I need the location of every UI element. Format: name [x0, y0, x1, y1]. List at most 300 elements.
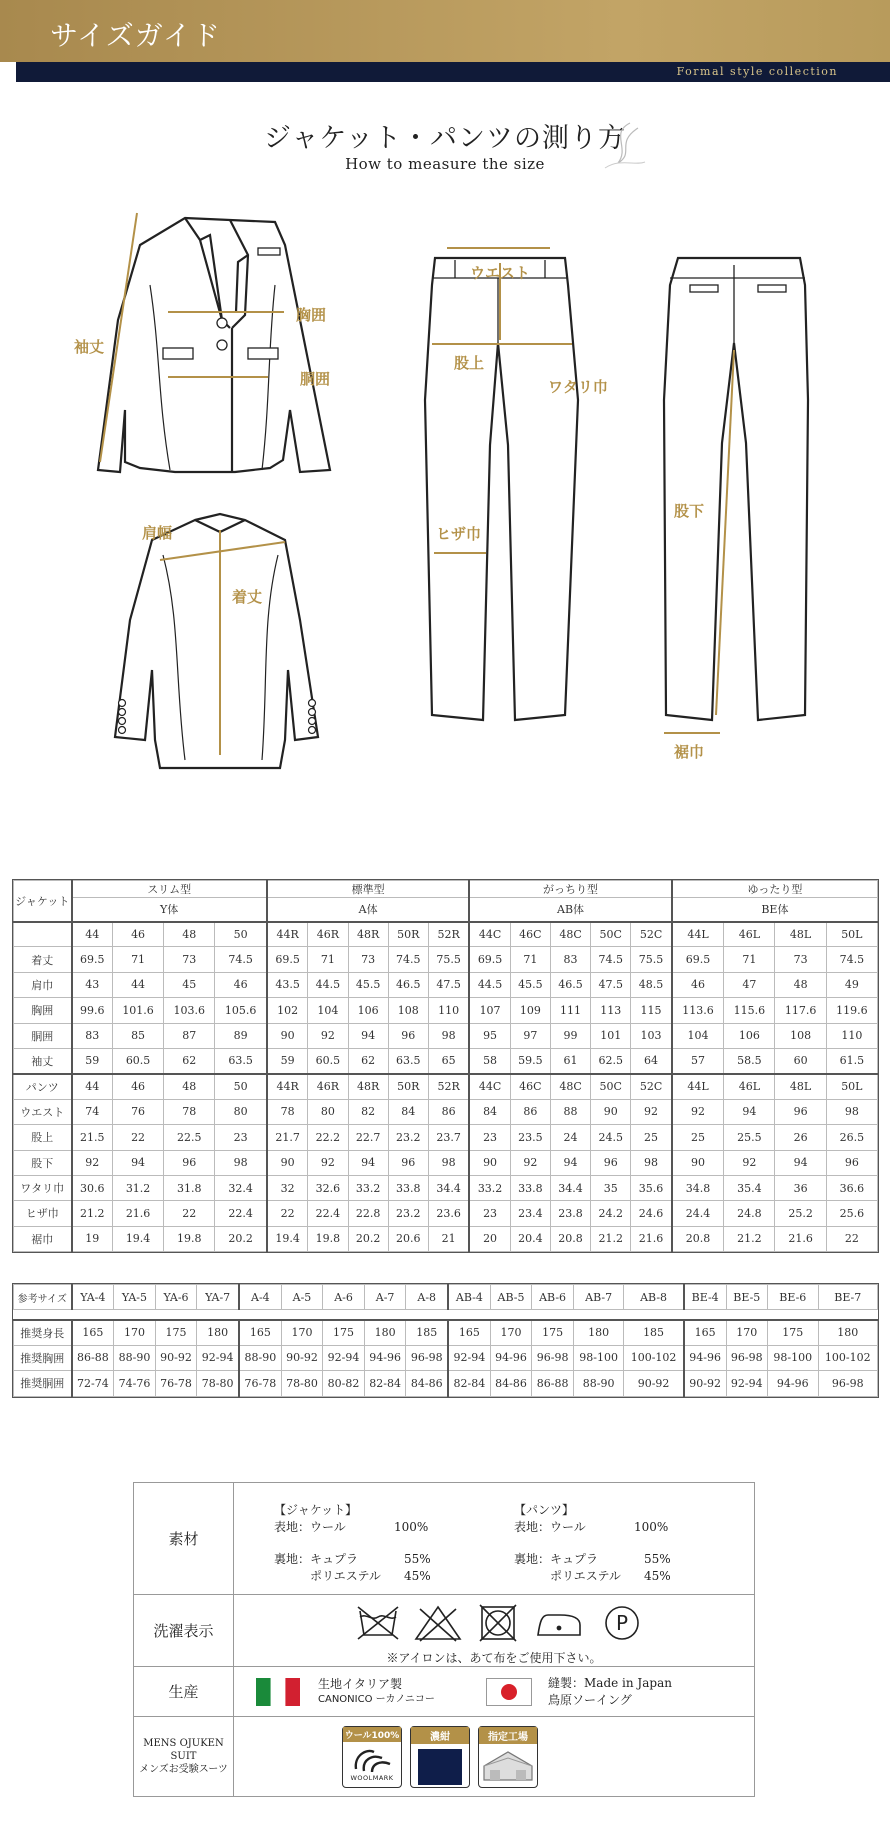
- value-cell: 45.5: [348, 972, 388, 997]
- value-cell: 58.5: [724, 1048, 775, 1073]
- badge-woolmark-text: WOOLMARK: [350, 1773, 394, 1782]
- value-cell: 90-92: [155, 1345, 197, 1370]
- value-cell: 98-100: [573, 1345, 623, 1370]
- value-cell: 94: [348, 1150, 388, 1175]
- row-label: ヒザ巾: [14, 1201, 72, 1226]
- row-label: 推奨胴囲: [14, 1371, 72, 1396]
- value-cell: 22: [164, 1201, 215, 1226]
- value-cell: 23.4: [510, 1201, 550, 1226]
- value-cell: 92: [308, 1023, 348, 1048]
- value-cell: 83: [72, 1023, 113, 1048]
- value-cell: 102: [267, 998, 308, 1023]
- value-cell: 63.5: [215, 1048, 267, 1073]
- value-cell: 21: [428, 1226, 469, 1251]
- value-cell: 175: [323, 1320, 365, 1345]
- value-cell: 34.8: [672, 1175, 724, 1200]
- value-cell: 20.4: [510, 1226, 550, 1251]
- value-cell: 98: [428, 1023, 469, 1048]
- value-cell: 62: [348, 1048, 388, 1073]
- value-cell: 33.8: [510, 1175, 550, 1200]
- body-type-header: A体: [267, 898, 469, 922]
- value-cell: 32.6: [308, 1175, 348, 1200]
- value-cell: 23: [469, 1201, 510, 1226]
- value-cell: 89: [215, 1023, 267, 1048]
- value-cell: 34.4: [550, 1175, 590, 1200]
- size-cell: 44C: [469, 922, 510, 947]
- wash-note: ※アイロンは、あて布をご使用下さい。: [386, 1651, 602, 1665]
- size-cell: 44R: [267, 922, 308, 947]
- value-cell: 170: [490, 1320, 532, 1345]
- value-cell: 60.5: [308, 1048, 348, 1073]
- value-cell: 49: [826, 972, 877, 997]
- value-cell: 48.5: [631, 972, 672, 997]
- value-cell: 30.6: [72, 1175, 113, 1200]
- no-wash-icon: [358, 1607, 398, 1639]
- value-cell: 74.5: [215, 947, 267, 972]
- iron-icon: [538, 1615, 580, 1635]
- value-cell: 185: [406, 1320, 448, 1345]
- value-cell: 90-92: [624, 1371, 684, 1396]
- factory-badge: [478, 1726, 538, 1788]
- ref-size-cell: A-8: [406, 1285, 448, 1310]
- size-cell: 48C: [550, 922, 590, 947]
- label-thigh: ワタリ巾: [548, 378, 608, 396]
- value-cell: 25: [631, 1125, 672, 1150]
- row-label: 股下: [14, 1150, 72, 1175]
- ref-size-cell: YA-4: [72, 1285, 114, 1310]
- ref-size-cell: AB-7: [573, 1285, 623, 1310]
- label-waist: ウエスト: [470, 264, 531, 282]
- ref-size-cell: BE-7: [818, 1285, 877, 1310]
- japan-flag-icon: [486, 1678, 532, 1706]
- jacket-lining2: ポリエステル: [310, 1568, 381, 1583]
- value-cell: 94: [550, 1150, 590, 1175]
- value-cell: 92: [72, 1150, 113, 1175]
- size-cell: 52R: [428, 1074, 469, 1099]
- jacket-outer: 表地：ウール: [274, 1520, 346, 1535]
- value-cell: 44.5: [308, 972, 348, 997]
- value-cell: 23: [469, 1125, 510, 1150]
- size-cell: 48C: [550, 1074, 590, 1099]
- value-cell: 57: [672, 1048, 724, 1073]
- value-cell: 20.8: [672, 1226, 724, 1251]
- size-table: [13, 880, 878, 1252]
- badges: [234, 1717, 755, 1797]
- header-bar: [0, 0, 890, 62]
- value-cell: 103.6: [164, 998, 215, 1023]
- value-cell: 46: [672, 972, 724, 997]
- value-cell: 86-88: [72, 1345, 114, 1370]
- value-cell: 24.4: [672, 1201, 724, 1226]
- badge-navy-label: 濃紺: [411, 1727, 469, 1744]
- row-label: ウエスト: [14, 1099, 72, 1124]
- sewing-maker: 鳥原ソーイング: [548, 1692, 632, 1707]
- value-cell: 98-100: [768, 1345, 818, 1370]
- size-cell: 48L: [775, 1074, 826, 1099]
- value-cell: 45: [164, 972, 215, 997]
- table-corner-label: ジャケット: [14, 881, 72, 922]
- body-type-header: Y体: [72, 898, 267, 922]
- value-cell: 69.5: [469, 947, 510, 972]
- value-cell: 73: [164, 947, 215, 972]
- row-label: 推奨身長: [14, 1320, 72, 1345]
- body-type-header: BE体: [672, 898, 878, 922]
- value-cell: 94-96: [364, 1345, 406, 1370]
- value-cell: 80: [215, 1099, 267, 1124]
- brand-english: MENS OJUKEN SUIT: [143, 1738, 224, 1762]
- size-cell: 50L: [826, 922, 877, 947]
- value-cell: 20.2: [348, 1226, 388, 1251]
- value-cell: 107: [469, 998, 510, 1023]
- value-cell: 23.5: [510, 1125, 550, 1150]
- type-header: ゆったり型: [672, 881, 878, 898]
- value-cell: 25.6: [826, 1201, 877, 1226]
- ref-size-cell: BE-6: [768, 1285, 818, 1310]
- value-cell: 34.4: [428, 1175, 469, 1200]
- size-cell: 46L: [724, 922, 775, 947]
- value-cell: 23: [215, 1125, 267, 1150]
- value-cell: 94-96: [768, 1371, 818, 1396]
- size-cell: 50: [215, 1074, 267, 1099]
- value-cell: 71: [510, 947, 550, 972]
- value-cell: 105.6: [215, 998, 267, 1023]
- value-cell: 59.5: [510, 1048, 550, 1073]
- value-cell: 82-84: [364, 1371, 406, 1396]
- ref-size-cell: YA-7: [197, 1285, 239, 1310]
- label-hem: 裾巾: [674, 743, 705, 761]
- value-cell: 20.8: [550, 1226, 590, 1251]
- ref-size-cell: BE-4: [684, 1285, 726, 1310]
- value-cell: 88-90: [239, 1345, 281, 1370]
- measure-subtitle: How to measure the size: [345, 155, 545, 173]
- size-cell: 44L: [672, 922, 724, 947]
- label-chest: 胸囲: [296, 306, 327, 324]
- value-cell: 22.8: [348, 1201, 388, 1226]
- value-cell: 24.8: [724, 1201, 775, 1226]
- value-cell: 24.6: [631, 1201, 672, 1226]
- value-cell: 25.5: [724, 1125, 775, 1150]
- size-cell: 48R: [348, 1074, 388, 1099]
- pants-outer: 表地：ウール: [514, 1520, 586, 1535]
- label-waist-jacket: 胴囲: [300, 370, 331, 388]
- size-cell: 46C: [510, 1074, 550, 1099]
- value-cell: 104: [672, 1023, 724, 1048]
- value-cell: 22: [112, 1125, 163, 1150]
- size-cell: 50C: [591, 922, 631, 947]
- row-label: 胸囲: [14, 998, 72, 1023]
- row-label: 袖丈: [14, 1048, 72, 1073]
- value-cell: 23.7: [428, 1125, 469, 1150]
- value-cell: 23.2: [388, 1125, 428, 1150]
- value-cell: 71: [724, 947, 775, 972]
- value-cell: 25: [672, 1125, 724, 1150]
- value-cell: 19: [72, 1226, 113, 1251]
- pants-back-illustration: [664, 258, 808, 720]
- no-tumble-dry-icon: [480, 1605, 516, 1641]
- production-label: 生産: [134, 1667, 234, 1717]
- value-cell: 78: [267, 1099, 308, 1124]
- value-cell: 165: [72, 1320, 114, 1345]
- value-cell: 74.5: [591, 947, 631, 972]
- value-cell: 78-80: [197, 1371, 239, 1396]
- value-cell: 96: [775, 1099, 826, 1124]
- size-cell: 52R: [428, 922, 469, 947]
- jacket-lining: 裏地：キュプラ: [274, 1551, 359, 1566]
- value-cell: 180: [364, 1320, 406, 1345]
- value-cell: 94: [112, 1150, 163, 1175]
- value-cell: 23.8: [550, 1201, 590, 1226]
- wash-symbols: [234, 1595, 755, 1667]
- value-cell: 86: [428, 1099, 469, 1124]
- value-cell: 46.5: [388, 972, 428, 997]
- size-cell: 48R: [348, 922, 388, 947]
- value-cell: 115.6: [724, 998, 775, 1023]
- value-cell: 87: [164, 1023, 215, 1048]
- value-cell: 165: [684, 1320, 726, 1345]
- value-cell: 20: [469, 1226, 510, 1251]
- value-cell: 62.5: [591, 1048, 631, 1073]
- value-cell: 119.6: [826, 998, 877, 1023]
- value-cell: 71: [112, 947, 163, 972]
- value-cell: 36.6: [826, 1175, 877, 1200]
- badge-wool-label: ウール100%: [343, 1727, 401, 1742]
- value-cell: 26.5: [826, 1125, 877, 1150]
- value-cell: 60.5: [112, 1048, 163, 1073]
- value-cell: 43: [72, 972, 113, 997]
- value-cell: 165: [239, 1320, 281, 1345]
- value-cell: 82: [348, 1099, 388, 1124]
- fabric-maker: CANONICO ーカノニコー: [318, 1693, 435, 1705]
- value-cell: 20.2: [215, 1226, 267, 1251]
- value-cell: 86: [510, 1099, 550, 1124]
- pants-outer-pct: 100%: [634, 1520, 669, 1535]
- value-cell: 92: [672, 1099, 724, 1124]
- measure-title: ジャケット・パンツの測り方: [263, 123, 627, 154]
- value-cell: 69.5: [267, 947, 308, 972]
- value-cell: 35.6: [631, 1175, 672, 1200]
- value-cell: 61.5: [826, 1048, 877, 1073]
- size-cell: 46: [112, 922, 163, 947]
- size-cell: 46R: [308, 922, 348, 947]
- value-cell: 96-98: [532, 1345, 574, 1370]
- value-cell: 98: [631, 1150, 672, 1175]
- row-label: [14, 922, 72, 947]
- value-cell: 22.4: [215, 1201, 267, 1226]
- value-cell: 180: [818, 1320, 877, 1345]
- value-cell: 72-74: [72, 1371, 114, 1396]
- value-cell: 99.6: [72, 998, 113, 1023]
- value-cell: 31.8: [164, 1175, 215, 1200]
- value-cell: 20.6: [388, 1226, 428, 1251]
- value-cell: 69.5: [672, 947, 724, 972]
- value-cell: 94: [775, 1150, 826, 1175]
- ref-size-cell: YA-6: [155, 1285, 197, 1310]
- value-cell: 63.5: [388, 1048, 428, 1073]
- size-cell: 48: [164, 1074, 215, 1099]
- value-cell: 97: [510, 1023, 550, 1048]
- size-cell: 44: [72, 1074, 113, 1099]
- value-cell: 170: [281, 1320, 323, 1345]
- italy-flag-icon: [256, 1678, 300, 1706]
- value-cell: 60: [775, 1048, 826, 1073]
- pants-lining2: ポリエステル: [550, 1568, 621, 1583]
- value-cell: 62: [164, 1048, 215, 1073]
- value-cell: 92: [510, 1150, 550, 1175]
- value-cell: 22.2: [308, 1125, 348, 1150]
- size-cell: 48L: [775, 922, 826, 947]
- label-knee: ヒザ巾: [436, 525, 482, 543]
- value-cell: 94: [724, 1099, 775, 1124]
- jacket-outer-pct: 100%: [394, 1520, 429, 1535]
- ref-size-cell: YA-5: [114, 1285, 156, 1310]
- measurement-illustrations: [0, 200, 890, 780]
- value-cell: 96: [388, 1150, 428, 1175]
- value-cell: 47: [724, 972, 775, 997]
- ref-size-cell: AB-8: [624, 1285, 684, 1310]
- value-cell: 92-94: [323, 1345, 365, 1370]
- value-cell: 90: [267, 1150, 308, 1175]
- value-cell: 84-86: [406, 1371, 448, 1396]
- value-cell: 98: [428, 1150, 469, 1175]
- value-cell: 92: [631, 1099, 672, 1124]
- value-cell: 75.5: [631, 947, 672, 972]
- value-cell: 24.2: [591, 1201, 631, 1226]
- sewing-origin: 縫製：Made in Japan: [548, 1675, 672, 1690]
- brand-japanese: メンズお受験スーツ: [139, 1764, 228, 1775]
- size-cell: 44L: [672, 1074, 724, 1099]
- value-cell: 65: [428, 1048, 469, 1073]
- size-cell: 44R: [267, 1074, 308, 1099]
- value-cell: 78: [164, 1099, 215, 1124]
- value-cell: 26: [775, 1125, 826, 1150]
- page-title: サイズガイド: [50, 19, 221, 52]
- value-cell: 165: [448, 1320, 490, 1345]
- value-cell: 21.6: [112, 1201, 163, 1226]
- value-cell: 96: [388, 1023, 428, 1048]
- value-cell: 115: [631, 998, 672, 1023]
- dry-clean-symbol: P: [615, 1611, 629, 1635]
- value-cell: 76: [112, 1099, 163, 1124]
- value-cell: 80: [308, 1099, 348, 1124]
- size-cell: 50C: [591, 1074, 631, 1099]
- value-cell: 59: [72, 1048, 113, 1073]
- size-cell: 44: [72, 922, 113, 947]
- size-cell: 46L: [724, 1074, 775, 1099]
- value-cell: 47.5: [591, 972, 631, 997]
- value-cell: 175: [155, 1320, 197, 1345]
- wash-label: 洗濯表示: [134, 1595, 234, 1667]
- value-cell: 90-92: [684, 1371, 726, 1396]
- badge-factory-label: 指定工場: [479, 1727, 537, 1744]
- value-cell: 43.5: [267, 972, 308, 997]
- size-cell: 48: [164, 922, 215, 947]
- ref-size-cell: AB-6: [532, 1285, 574, 1310]
- value-cell: 90: [469, 1150, 510, 1175]
- value-cell: 21.7: [267, 1125, 308, 1150]
- value-cell: 33.8: [388, 1175, 428, 1200]
- body-type-header: AB体: [469, 898, 671, 922]
- value-cell: 48: [775, 972, 826, 997]
- value-cell: 113: [591, 998, 631, 1023]
- size-cell: 52C: [631, 1074, 672, 1099]
- value-cell: 44: [112, 972, 163, 997]
- value-cell: 110: [826, 1023, 877, 1048]
- value-cell: 117.6: [775, 998, 826, 1023]
- value-cell: 170: [726, 1320, 768, 1345]
- value-cell: 90: [267, 1023, 308, 1048]
- value-cell: 84-86: [490, 1371, 532, 1396]
- pants-lining2-pct: 45%: [644, 1568, 671, 1583]
- value-cell: 74.5: [826, 947, 877, 972]
- value-cell: 21.2: [72, 1201, 113, 1226]
- value-cell: 90-92: [281, 1345, 323, 1370]
- label-inseam: 股下: [674, 502, 705, 520]
- ref-size-cell: BE-5: [726, 1285, 768, 1310]
- value-cell: 23.6: [428, 1201, 469, 1226]
- value-cell: 95: [469, 1023, 510, 1048]
- value-cell: 80-82: [323, 1371, 365, 1396]
- value-cell: 103: [631, 1023, 672, 1048]
- value-cell: 24: [550, 1125, 590, 1150]
- size-cell: 50R: [388, 922, 428, 947]
- value-cell: 88: [550, 1099, 590, 1124]
- value-cell: 19.4: [267, 1226, 308, 1251]
- value-cell: 73: [348, 947, 388, 972]
- value-cell: 180: [573, 1320, 623, 1345]
- value-cell: 22: [826, 1226, 877, 1251]
- value-cell: 109: [510, 998, 550, 1023]
- value-cell: 35: [591, 1175, 631, 1200]
- value-cell: 111: [550, 998, 590, 1023]
- size-cell: 46: [112, 1074, 163, 1099]
- value-cell: 180: [197, 1320, 239, 1345]
- value-cell: 104: [308, 998, 348, 1023]
- value-cell: 73: [775, 947, 826, 972]
- ref-size-cell: A-7: [364, 1285, 406, 1310]
- size-cell: 46R: [308, 1074, 348, 1099]
- value-cell: 33.2: [348, 1175, 388, 1200]
- brand-cell: [134, 1717, 234, 1797]
- material-details: [234, 1483, 755, 1595]
- value-cell: 98: [826, 1099, 877, 1124]
- reference-size-table: [13, 1284, 878, 1397]
- value-cell: 101.6: [112, 998, 163, 1023]
- value-cell: 92-94: [448, 1345, 490, 1370]
- value-cell: 22: [267, 1201, 308, 1226]
- size-cell: 52C: [631, 922, 672, 947]
- value-cell: 90: [672, 1150, 724, 1175]
- row-label: 胴囲: [14, 1023, 72, 1048]
- value-cell: 36: [775, 1175, 826, 1200]
- value-cell: 21.6: [775, 1226, 826, 1251]
- factory-icon: [480, 1746, 536, 1786]
- value-cell: 84: [388, 1099, 428, 1124]
- value-cell: 110: [428, 998, 469, 1023]
- value-cell: 69.5: [72, 947, 113, 972]
- pants-material-title: 【パンツ】: [514, 1502, 575, 1517]
- value-cell: 21.2: [724, 1226, 775, 1251]
- ref-size-cell: AB-5: [490, 1285, 532, 1310]
- navy-swatch: [418, 1749, 462, 1785]
- value-cell: 64: [631, 1048, 672, 1073]
- collection-label: Formal style collection: [676, 65, 838, 78]
- value-cell: 59: [267, 1048, 308, 1073]
- value-cell: 96-98: [406, 1345, 448, 1370]
- material-label: 素材: [134, 1483, 234, 1595]
- jacket-front-illustration: [98, 218, 330, 472]
- type-header: がっちり型: [469, 881, 671, 898]
- ref-size-cell: A-6: [323, 1285, 365, 1310]
